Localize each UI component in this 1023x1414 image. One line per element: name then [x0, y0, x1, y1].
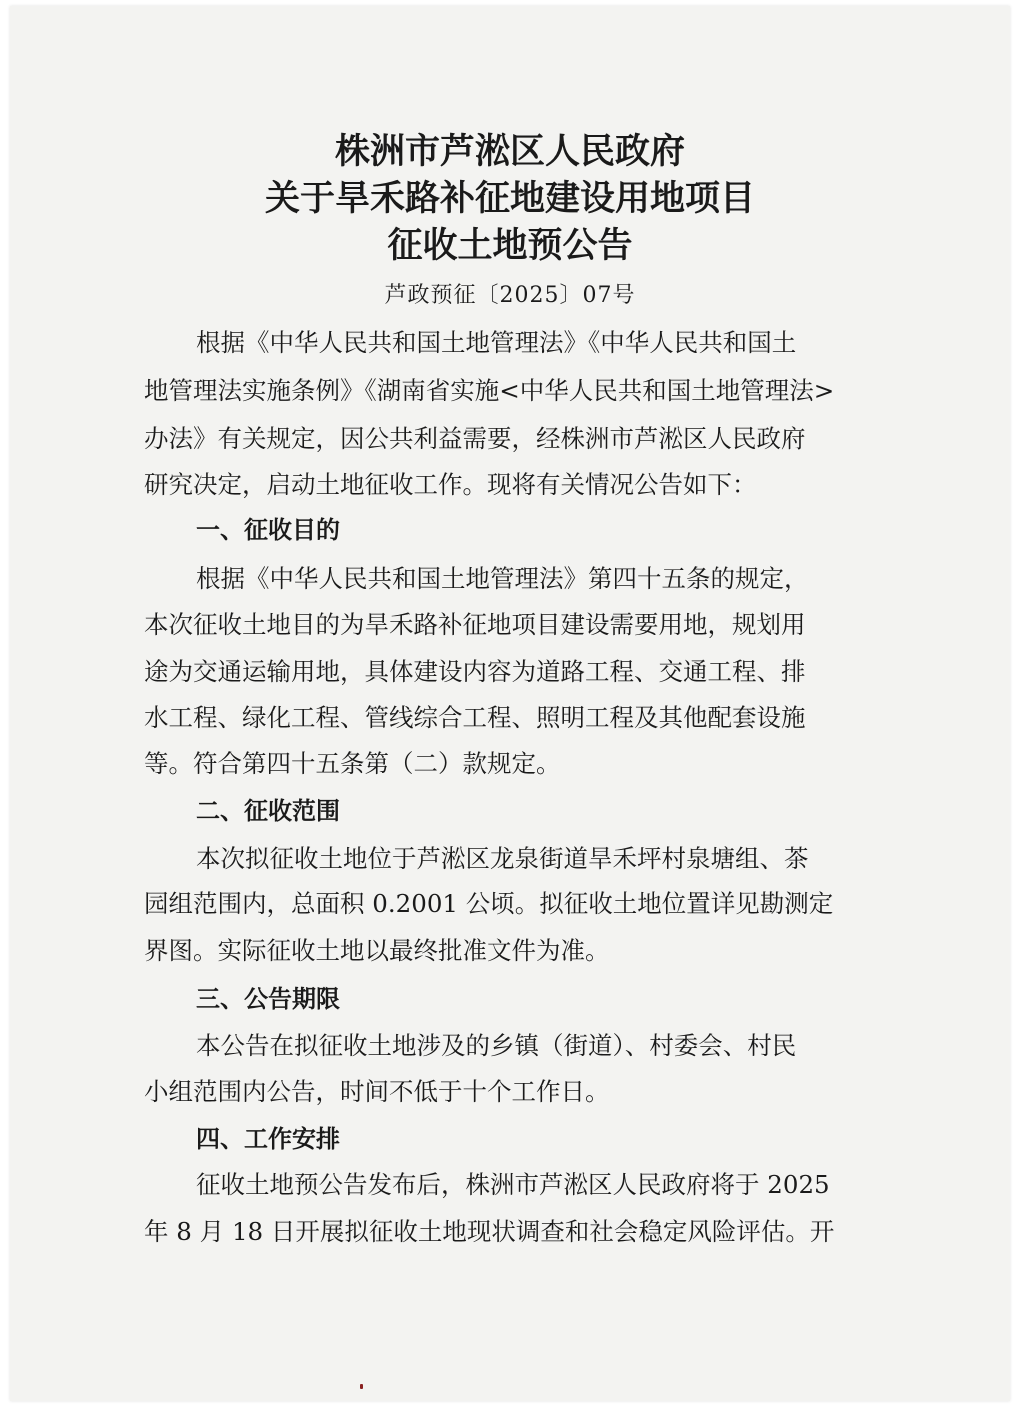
section-2-line-1: 本次拟征收土地位于芦淞区龙泉街道旱禾坪村泉塘组、茶 [196, 844, 809, 873]
intro-line-3: 办法》有关规定，因公共利益需要，经株洲市芦淞区人民政府 [144, 424, 806, 453]
section-1-line-1: 根据《中华人民共和国土地管理法》第四十五条的规定， [196, 564, 809, 593]
section-3-line-2: 小组范围内公告，时间不低于十个工作日。 [144, 1077, 610, 1106]
section-1-line-3: 途为交通运输用地，具体建设内容为道路工程、交通工程、排 [144, 657, 806, 686]
document-number: 芦政预征〔2025〕07号 [384, 283, 636, 308]
document-page [10, 6, 1010, 1401]
title-line-2: 关于旱禾路补征地建设用地项目 [264, 178, 755, 219]
section-2-heading: 二、征收范围 [196, 797, 340, 825]
section-3-line-1: 本公告在拟征收土地涉及的乡镇（街道）、村委会、村民 [196, 1031, 797, 1060]
section-4-line-1: 征收土地预公告发布后，株洲市芦淞区人民政府将于 2025 [196, 1170, 830, 1199]
section-1-heading: 一、征收目的 [196, 516, 340, 544]
intro-line-4: 研究决定，启动土地征收工作。现将有关情况公告如下： [144, 470, 757, 499]
intro-line-2: 地管理法实施条例》《湖南省实施<中华人民共和国土地管理法> [144, 376, 835, 405]
title-line-3: 征收土地预公告 [387, 225, 633, 266]
section-2-line-2: 园组范围内，总面积 0.2001 公顷。拟征收土地位置详见勘测定 [144, 889, 834, 918]
intro-line-1: 根据《中华人民共和国土地管理法》《中华人民共和国土 [196, 328, 797, 357]
section-3-heading: 三、公告期限 [196, 985, 340, 1013]
section-4-line-2: 年 8 月 18 日开展拟征收土地现状调查和社会稳定风险评估。开 [144, 1217, 835, 1246]
section-1-line-2: 本次征收土地目的为旱禾路补征地项目建设需要用地，规划用 [144, 610, 806, 639]
section-4-heading: 四、工作安排 [196, 1125, 340, 1153]
section-1-line-5: 等。符合第四十五条第（二）款规定。 [144, 749, 561, 778]
section-2-line-3: 界图。实际征收土地以最终批准文件为准。 [144, 936, 610, 965]
document-title [10, 128, 1010, 269]
title-line-1: 株洲市芦淞区人民政府 [334, 131, 685, 172]
section-1-line-4: 水工程、绿化工程、管线综合工程、照明工程及其他配套设施 [144, 703, 806, 732]
scan-speck [360, 1384, 363, 1389]
